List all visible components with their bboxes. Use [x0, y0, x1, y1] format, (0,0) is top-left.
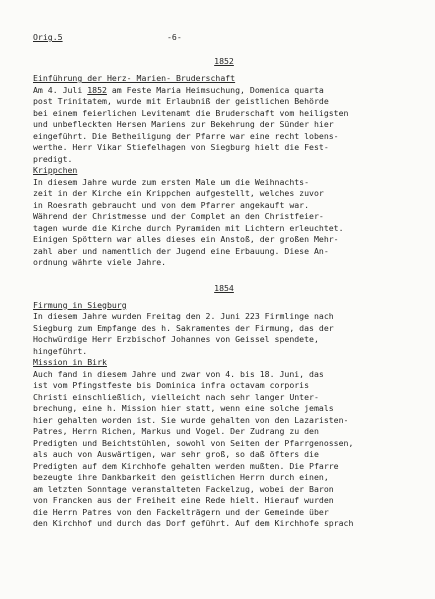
text-line: predigt.	[33, 153, 73, 164]
text-line: Christi einschließlich, vielleicht nach sehr langer Unter-	[33, 391, 319, 402]
text-line: post Trinitatem, wurde mit Erlaubniß der geistlichen Behörde	[33, 96, 329, 106]
text-line: in Roesrath gebraucht und von dem Pfarrer angekauft war.	[33, 199, 310, 210]
year-heading-1852: 1852	[214, 56, 234, 66]
text-line: Hochwürdige Herr Erzbischof Johannes von Geissel spendete,	[33, 334, 319, 344]
text-line: bei einem feierlichen Levitenamt die Bruderschaft vom heiligsten	[33, 107, 349, 118]
spacer	[33, 269, 415, 282]
paragraph-firmung	[33, 311, 415, 357]
section-heading-mission: Mission in Birk	[33, 357, 107, 367]
text-line: zahl aber und namentlich der Jugend eine Erbauung. Diese An-	[33, 245, 329, 256]
page-number: -6-	[167, 32, 182, 42]
section-heading-firmung: Firmung in Siegburg	[33, 299, 127, 310]
text-line: ist vom Pfingstfeste bis Dominica infra octavam corporis	[33, 380, 310, 390]
section-heading-bruderschaft: Einführung der Herz- Marien- Bruderschaft	[33, 73, 236, 83]
page-header	[33, 32, 415, 44]
paragraph-krippchen	[33, 177, 415, 269]
text-line: zeit in der Kirche ein Krippchen aufgestellt, welches zuvor	[33, 188, 324, 198]
text-line: hingeführt.	[33, 345, 88, 356]
text-line: hier gehalten worden ist. Sie wurde gehalten von den Lazaristen-	[33, 414, 349, 425]
text-line	[33, 85, 415, 97]
text-line: werthe. Herr Vikar Stiefelhagen von Siegburg hielt die Fest-	[33, 142, 329, 152]
year-heading-1854: 1854	[214, 282, 234, 293]
text-line: die Herrn Patres von den Fackelträgern und der Gemeinde über	[33, 506, 329, 517]
text-line: am letzten Sonntage veranstalteten Fackelzug, wobei der Baron	[33, 483, 334, 494]
text-line: Während der Christmesse und der Complet an den Christfeier-	[33, 211, 324, 221]
text-line: tagen wurde die Kirche durch Pyramiden mit Lichtern erleuchtet.	[33, 222, 344, 233]
text-line: Predigten auf dem Kirchhofe gehalten werden mußten. Die Pfarre	[33, 460, 339, 471]
text-line: Patres, Herrn Richen, Markus und Vogel. Der Zudrang zu den	[33, 426, 319, 436]
line-rest: am Feste Maria Heimsuchung, Domenica quarta	[106, 84, 324, 95]
paragraph-bruderschaft	[33, 96, 415, 165]
text-line: und unbefleckten Hersen Mariens zur Bekehrung der Sünder hier	[33, 119, 334, 129]
text-line: den Kirchhof und durch das Dorf geführt. Auf dem Kirchhofe sprach	[33, 518, 354, 528]
paragraph-mission	[33, 369, 415, 530]
section-heading-krippchen: Krippchen	[33, 165, 78, 175]
text-line: als auch von Auswärtigen, war sehr groß, so daß öfters die	[33, 449, 319, 459]
text-line: brechung, eine h. Mission hier statt, wenn eine solche jemals	[33, 403, 334, 413]
underlined-year: 1852	[87, 84, 107, 95]
text-line: In diesem Jahre wurde zum ersten Male um die Weihnachts-	[33, 176, 310, 187]
orig-reference: Orig.5	[33, 32, 63, 42]
text-line: von Francken aus der Freiheit eine Rede hielt. Hierauf wurden	[33, 495, 334, 505]
text-line: In diesem Jahre wurden Freitag den 2. Juni 223 Firmlinge nach	[33, 311, 334, 321]
text-line: bezeugte ihre Dankbarkeit den geistlichen Herrn durch einen,	[33, 472, 329, 482]
text-line: Einigen Spöttern war alles dieses ein Anstoß, der großen Mehr-	[33, 234, 339, 244]
text-line: Auch fand in diesem Jahre und zwar von 4. bis 18. Juni, das	[33, 368, 324, 379]
text-line: eingeführt. Die Betheiligung der Pfarre war eine recht lobens-	[33, 130, 339, 141]
text-line: ordnung währte viele Jahre.	[33, 257, 167, 267]
text-line: Predigten und Beichtstühlen, sowohl von Seiten der Pfarrgenossen,	[33, 437, 354, 448]
line-prefix: Am 4. Juli	[33, 84, 88, 95]
page-content	[33, 55, 415, 530]
text-line: Siegburg zum Empfange des h. Sakramentes der Firmung, das der	[33, 322, 334, 333]
